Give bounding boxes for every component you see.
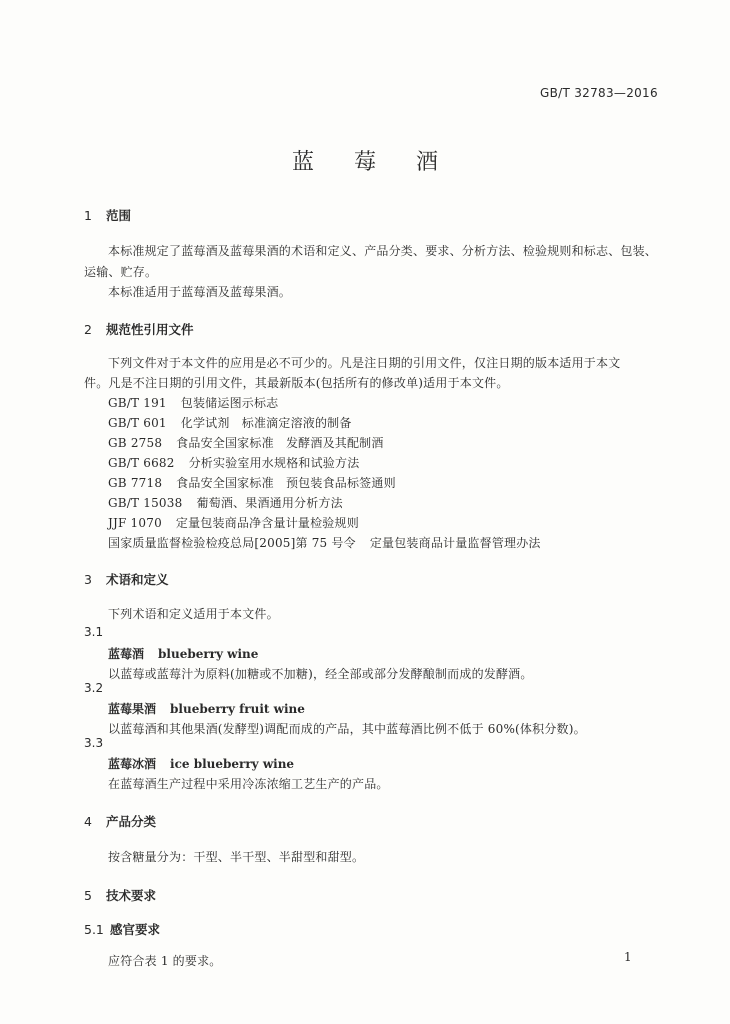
paragraph: 件。凡是不注日期的引用文件，其最新版本(包括所有的修改单)适用于本文件。 (84, 376, 509, 390)
reference-title: 食品安全国家标准 发酵酒及其配制酒 (176, 436, 384, 450)
reference-item (108, 434, 384, 451)
term-en: blueberry fruit wine (170, 702, 305, 716)
reference-item (108, 494, 343, 511)
section-title: 感官要求 (110, 922, 161, 937)
reference-code: GB 7718 (108, 476, 163, 490)
reference-code: GB/T 6682 (108, 456, 175, 470)
reference-title: 葡萄酒、果酒通用分析方法 (196, 496, 343, 510)
term-en: ice blueberry wine (170, 757, 295, 771)
term-number: 3.2 (84, 681, 104, 695)
subsection-5-1-heading (84, 920, 160, 938)
paragraph: 运输、贮存。 (84, 265, 158, 279)
document-title: 蓝莓酒 (291, 150, 478, 175)
term-heading (108, 645, 258, 662)
page-number: 1 (624, 950, 632, 964)
reference-code: GB/T 601 (108, 416, 167, 430)
section-title: 技术要求 (106, 888, 157, 903)
reference-title: 定量包装商品净含量计量检验规则 (175, 516, 359, 530)
section-number: 3 (84, 572, 92, 587)
term-number: 3.3 (84, 736, 104, 750)
reference-title: 化学试剂 标准滴定溶液的制备 (180, 416, 352, 430)
standard-code: GB/T 32783—2016 (540, 86, 658, 100)
reference-item (108, 474, 396, 491)
reference-code: GB 2758 (108, 436, 163, 450)
section-number: 4 (84, 814, 92, 829)
paragraph: 下列术语和定义适用于本文件。 (108, 607, 279, 621)
section-1-heading (84, 206, 131, 224)
section-number: 5.1 (84, 922, 104, 937)
section-title: 规范性引用文件 (106, 322, 194, 337)
reference-item (108, 534, 541, 551)
reference-title: 分析实验室用水规格和试验方法 (188, 456, 360, 470)
term-en: blueberry wine (158, 647, 259, 661)
reference-item (108, 514, 359, 531)
term-zh: 蓝莓冰酒 (108, 757, 157, 771)
section-number: 5 (84, 888, 92, 903)
reference-item (108, 414, 352, 431)
reference-code: 国家质量监督检验检疫总局[2005]第 75 号令 (108, 536, 356, 550)
paragraph: 本标准适用于蓝莓酒及蓝莓果酒。 (108, 285, 292, 299)
term-definition: 在蓝莓酒生产过程中采用冷冻浓缩工艺生产的产品。 (108, 777, 389, 791)
section-5-heading (84, 886, 156, 904)
reference-code: JJF 1070 (108, 516, 162, 530)
reference-item (108, 394, 278, 411)
term-heading (108, 700, 305, 717)
section-number: 2 (84, 322, 92, 337)
section-4-heading (84, 812, 156, 830)
reference-item (108, 454, 359, 471)
section-title: 术语和定义 (106, 572, 169, 587)
paragraph: 下列文件对于本文件的应用是必不可少的。凡是注日期的引用文件，仅注日期的版本适用于本文 (108, 356, 621, 370)
reference-code: GB/T 191 (108, 396, 167, 410)
section-2-heading (84, 320, 194, 338)
term-definition: 以蓝莓酒和其他果酒(发酵型)调配而成的产品，其中蓝莓酒比例不低于 60%(体积分数)。 (108, 722, 586, 736)
section-number: 1 (84, 208, 92, 223)
section-title: 产品分类 (106, 814, 157, 829)
term-number: 3.1 (84, 625, 104, 639)
reference-title: 包装储运图示标志 (180, 396, 279, 410)
reference-code: GB/T 15038 (108, 496, 183, 510)
section-title: 范围 (106, 208, 132, 223)
section-3-heading (84, 570, 169, 588)
reference-title: 定量包装商品计量监督管理办法 (369, 536, 541, 550)
term-definition: 以蓝莓或蓝莓汁为原料(加糖或不加糖)，经全部或部分发酵酿制而成的发酵酒。 (108, 667, 533, 681)
paragraph: 本标准规定了蓝莓酒及蓝莓果酒的术语和定义、产品分类、要求、分析方法、检验规则和标志、包装、 (108, 244, 658, 258)
paragraph: 应符合表 1 的要求。 (108, 954, 222, 968)
reference-title: 食品安全国家标准 预包装食品标签通则 (176, 476, 396, 490)
term-heading (108, 755, 294, 772)
paragraph: 按含糖量分为：干型、半干型、半甜型和甜型。 (108, 850, 365, 864)
term-zh: 蓝莓果酒 (108, 702, 157, 716)
term-zh: 蓝莓酒 (108, 647, 145, 661)
